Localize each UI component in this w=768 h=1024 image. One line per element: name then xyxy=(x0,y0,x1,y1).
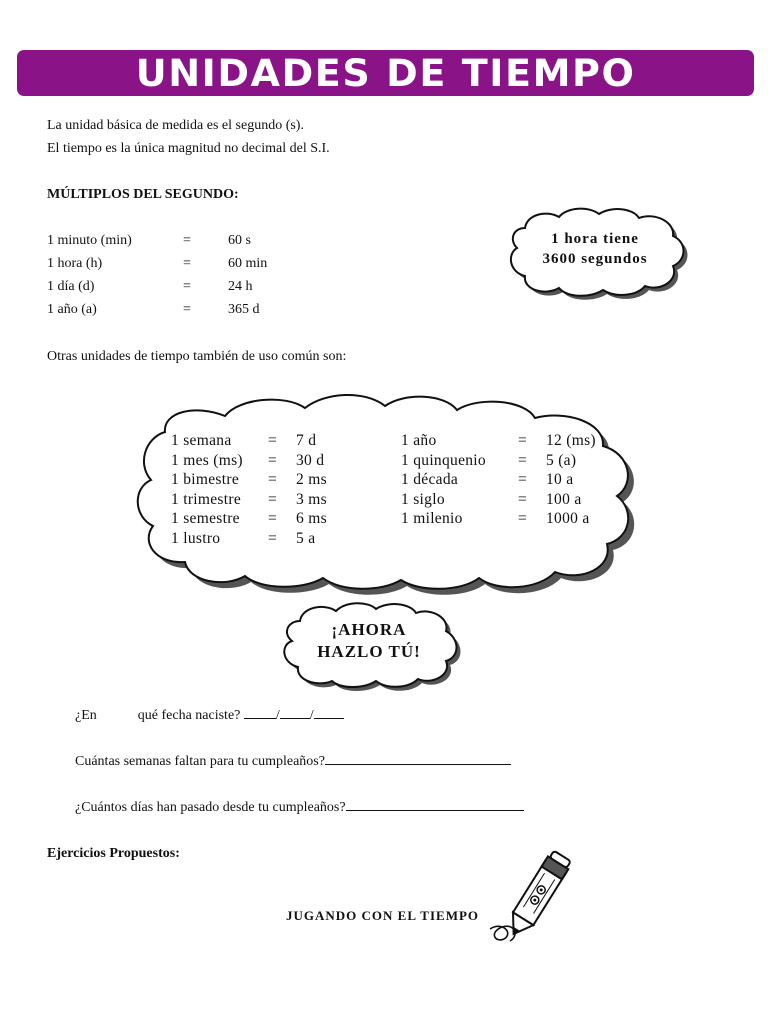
question-days-text: ¿Cuántos días han pasado desde tu cumpleaños? xyxy=(75,800,346,815)
other-units-intro: Otras unidades de tiempo también de uso común son: xyxy=(47,349,347,364)
unit-value: 12 (ms) xyxy=(546,432,596,449)
multiple-eq: = xyxy=(183,233,191,248)
hour-callout-line-1: 1 hora tiene xyxy=(551,231,639,247)
multiple-unit: 1 hora (h) xyxy=(47,256,103,271)
unit-eq: = xyxy=(518,452,528,469)
hour-callout-line-2: 3600 segundos xyxy=(542,251,648,267)
multiple-value: 24 h xyxy=(228,279,253,294)
multiple-unit: 1 día (d) xyxy=(47,279,95,294)
multiple-eq: = xyxy=(183,302,191,317)
do-it-now-cloud xyxy=(278,601,463,689)
exercises-heading: Ejercicios Propuestos: xyxy=(47,846,180,861)
month-blank[interactable] xyxy=(280,706,310,719)
unit-eq: = xyxy=(268,471,278,488)
hour-callout-cloud xyxy=(505,206,690,298)
title-banner xyxy=(17,50,754,96)
unit-name: 1 lustro xyxy=(171,530,221,547)
unit-value: 5 a xyxy=(296,530,316,547)
unit-eq: = xyxy=(518,471,528,488)
footer-caption: JUGANDO CON EL TIEMPO xyxy=(286,908,480,923)
unit-value: 2 ms xyxy=(296,471,327,488)
do-it-now-text xyxy=(278,619,460,663)
date-separator: / xyxy=(309,708,314,723)
unit-name: 1 semana xyxy=(171,432,232,449)
units-cloud xyxy=(135,392,643,592)
unit-eq: = xyxy=(518,432,528,449)
unit-value: 30 d xyxy=(296,452,325,469)
unit-value: 6 ms xyxy=(296,510,327,527)
unit-eq: = xyxy=(268,452,278,469)
pencil-icon xyxy=(480,845,590,945)
question-birthdate-text: qué fecha naciste? xyxy=(137,708,241,723)
unit-value: 10 a xyxy=(546,471,574,488)
unit-value: 100 a xyxy=(546,491,582,508)
multiple-eq: = xyxy=(183,256,191,271)
question-birthdate-start: ¿En xyxy=(75,708,97,723)
multiple-value: 60 min xyxy=(228,256,268,271)
unit-name: 1 año xyxy=(401,432,437,449)
unit-name: 1 semestre xyxy=(171,510,240,527)
unit-name: 1 siglo xyxy=(401,491,445,508)
multiple-value: 365 d xyxy=(228,302,260,317)
intro-line-1: La unidad básica de medida es el segundo (s). xyxy=(47,118,304,133)
multiples-heading: MÚLTIPLOS DEL SEGUNDO: xyxy=(47,187,239,202)
intro-line-2: El tiempo es la única magnitud no decimal del S.I. xyxy=(47,141,330,156)
day-blank[interactable] xyxy=(244,706,276,719)
date-separator: / xyxy=(275,708,280,723)
unit-value: 7 d xyxy=(296,432,317,449)
year-blank[interactable] xyxy=(314,706,344,719)
do-it-now-line-2: HAZLO TÚ! xyxy=(317,642,421,661)
unit-eq: = xyxy=(268,491,278,508)
unit-name: 1 bimestre xyxy=(171,471,239,488)
unit-name: 1 milenio xyxy=(401,510,463,527)
hour-callout-text xyxy=(505,229,685,269)
page-title: UNIDADES DE TIEMPO xyxy=(135,51,636,95)
question-days xyxy=(75,798,524,816)
unit-name: 1 mes (ms) xyxy=(171,452,243,469)
unit-eq: = xyxy=(268,510,278,527)
unit-value: 1000 a xyxy=(546,510,590,527)
days-answer-blank[interactable] xyxy=(346,798,524,811)
unit-value: 3 ms xyxy=(296,491,327,508)
unit-name: 1 década xyxy=(401,471,459,488)
question-birthdate xyxy=(75,706,344,724)
unit-eq: = xyxy=(518,510,528,527)
weeks-answer-blank[interactable] xyxy=(325,752,511,765)
unit-value: 5 (a) xyxy=(546,452,577,469)
question-weeks-text: Cuántas semanas faltan para tu cumpleaños? xyxy=(75,754,325,769)
do-it-now-line-1: ¡AHORA xyxy=(331,620,407,639)
multiple-value: 60 s xyxy=(228,233,251,248)
unit-eq: = xyxy=(518,491,528,508)
unit-eq: = xyxy=(268,432,278,449)
multiple-unit: 1 minuto (min) xyxy=(47,233,132,248)
unit-name: 1 trimestre xyxy=(171,491,242,508)
unit-name: 1 quinquenio xyxy=(401,452,486,469)
multiple-unit: 1 año (a) xyxy=(47,302,97,317)
unit-eq: = xyxy=(268,530,278,547)
multiple-eq: = xyxy=(183,279,191,294)
pencil-drawing xyxy=(480,845,590,945)
question-weeks xyxy=(75,752,511,770)
